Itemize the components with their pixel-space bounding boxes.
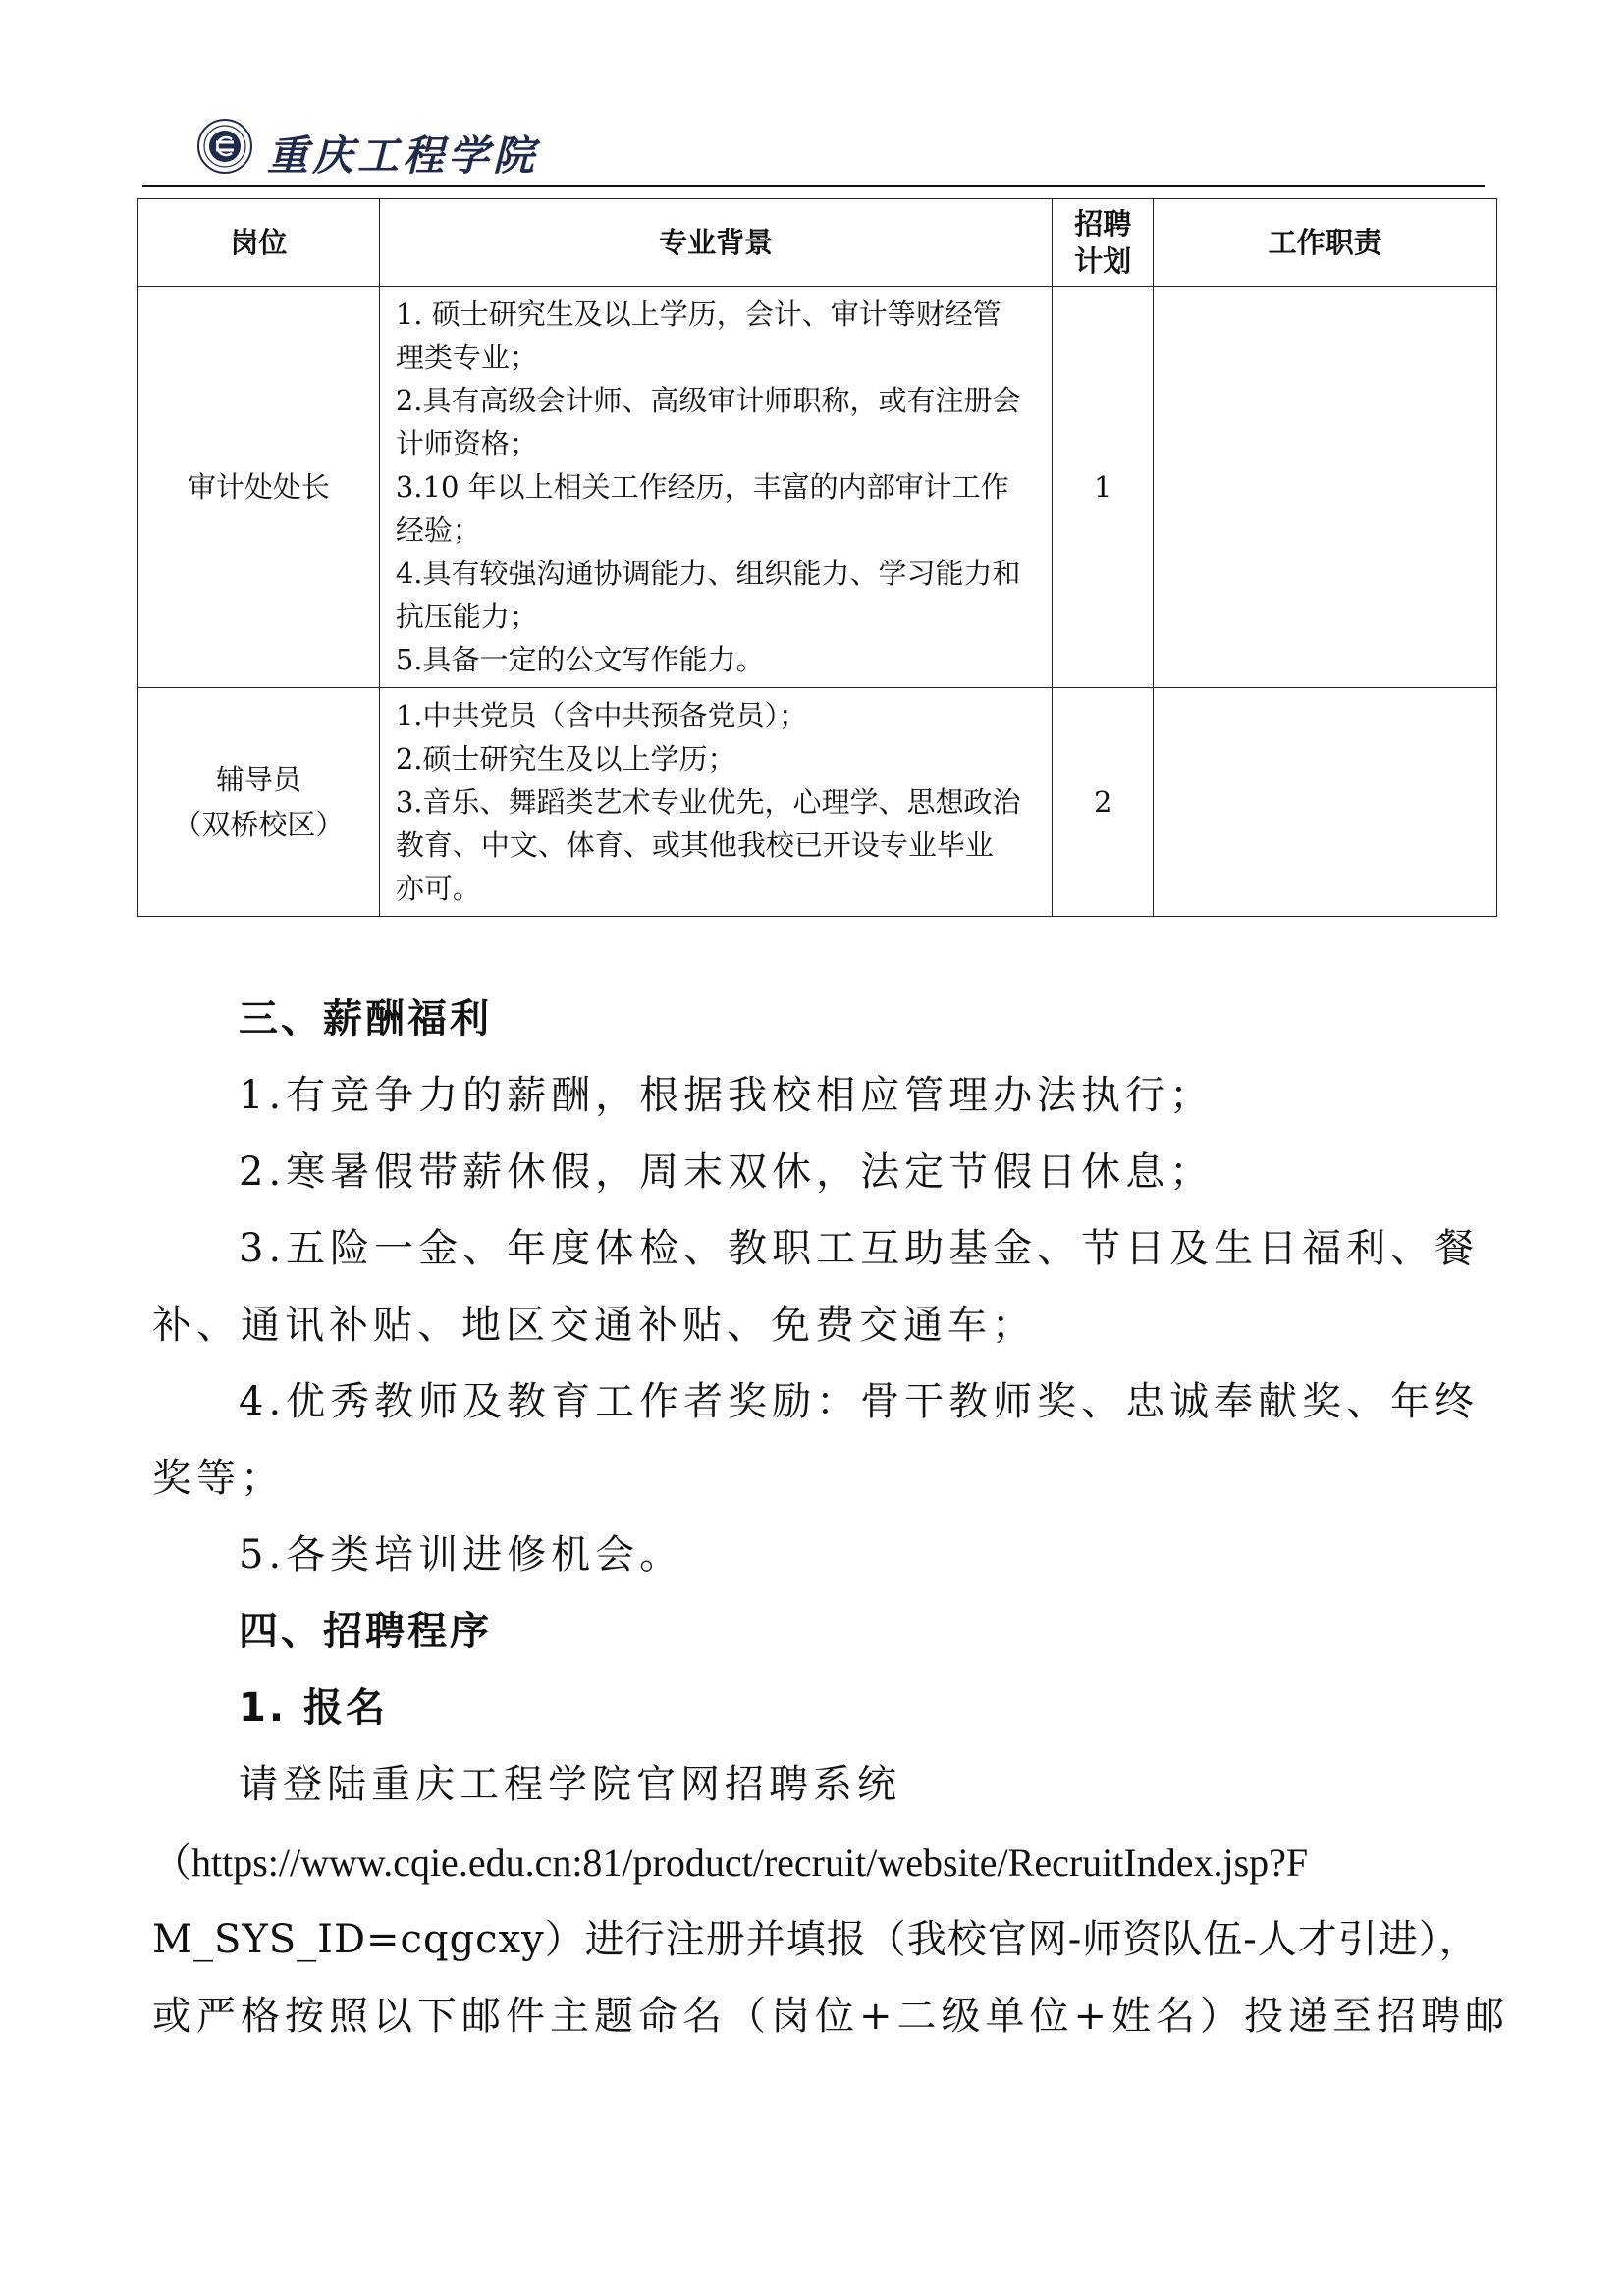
background-line: 理类专业； bbox=[395, 341, 538, 374]
header-plan bbox=[1053, 199, 1154, 287]
header-rule bbox=[142, 185, 1485, 187]
background-line: 1. 硕士研究生及以上学历，会计、审计等财经管 bbox=[395, 297, 1001, 331]
benefit-item: 3.五险一金、年度体检、教职工互助基金、节日及生日福利、餐 bbox=[239, 1226, 1480, 1271]
background-line: 2.具有高级会计师、高级审计师职称，或有注册会 bbox=[395, 384, 1021, 417]
background-line: 5.具备一定的公文写作能力。 bbox=[395, 643, 765, 676]
page-header bbox=[147, 110, 1485, 188]
table-row bbox=[138, 688, 1497, 917]
benefit-item: 1.有竞争力的薪酬，根据我校相应管理办法执行； bbox=[239, 1073, 1215, 1118]
background-cell bbox=[379, 287, 1052, 688]
background-line: 教育、中文、体育、或其他我校已开设专业毕业 bbox=[395, 828, 994, 862]
benefit-item-continued: 奖等； bbox=[152, 1456, 285, 1501]
post-cell bbox=[138, 688, 380, 917]
plan-cell: 1 bbox=[1053, 287, 1154, 688]
subheading-registration: 1. 报名 bbox=[239, 1685, 388, 1731]
background-line: 计师资格； bbox=[395, 427, 538, 460]
header-duty: 工作职责 bbox=[1154, 199, 1497, 287]
registration-text: 或严格按照以下邮件主题命名（岗位+二级单位+姓名）投递至招聘邮 bbox=[152, 1994, 1510, 2039]
header-post: 岗位 bbox=[138, 199, 380, 287]
school-emblem-icon bbox=[196, 118, 253, 175]
registration-text: 请登陆重庆工程学院官网招聘系统 bbox=[239, 1762, 901, 1807]
header-plan-line: 招聘 bbox=[1074, 207, 1132, 240]
recruit-url-line: （https://www.cqie.edu.cn:81/product/recruit/website/RecruitIndex.jsp?F bbox=[152, 1841, 1309, 1885]
background-line: 抗压能力； bbox=[395, 600, 538, 633]
duty-cell bbox=[1154, 688, 1497, 917]
background-line: 亦可。 bbox=[395, 872, 481, 905]
post-name: 辅导员 bbox=[215, 763, 301, 796]
benefit-item-continued: 补、通讯补贴、地区交通补贴、免费交通车； bbox=[152, 1303, 1036, 1348]
background-cell bbox=[379, 688, 1052, 917]
plan-cell: 2 bbox=[1053, 688, 1154, 917]
post-campus: （双桥校区） bbox=[173, 808, 345, 841]
post-name: 审计处处长 bbox=[187, 470, 330, 504]
background-line: 3.音乐、舞蹈类艺术专业优先，心理学、思想政治 bbox=[395, 785, 1021, 819]
job-table bbox=[137, 198, 1497, 917]
school-name: 重庆工程学院 bbox=[267, 132, 539, 180]
benefit-item: 5.各类培训进修机会。 bbox=[239, 1532, 684, 1577]
header-background: 专业背景 bbox=[379, 199, 1052, 287]
background-line: 经验； bbox=[395, 513, 481, 547]
benefit-item: 4.优秀教师及教育工作者奖励：骨干教师奖、忠诚奉献奖、年终 bbox=[239, 1379, 1480, 1424]
duty-cell bbox=[1154, 287, 1497, 688]
background-line: 4.具有较强沟通协调能力、组织能力、学习能力和 bbox=[395, 557, 1021, 590]
background-line: 3.10 年以上相关工作经历，丰富的内部审计工作 bbox=[395, 470, 1009, 504]
section-heading-procedure: 四、招聘程序 bbox=[239, 1609, 492, 1654]
background-line: 2.硕士研究生及以上学历； bbox=[395, 742, 736, 775]
table-header-row bbox=[138, 199, 1497, 287]
registration-text: M_SYS_ID=cqgcxy）进行注册并填报（我校官网-师资队伍-人才引进）， bbox=[152, 1917, 1480, 1962]
benefit-item: 2.寒暑假带薪休假，周末双休，法定节假日休息； bbox=[239, 1149, 1215, 1195]
header-plan-line: 计划 bbox=[1074, 244, 1132, 278]
background-line: 1.中共党员（含中共预备党员）； bbox=[395, 699, 807, 732]
post-cell bbox=[138, 287, 380, 688]
table-row bbox=[138, 287, 1497, 688]
section-heading-benefits: 三、薪酬福利 bbox=[239, 996, 492, 1041]
